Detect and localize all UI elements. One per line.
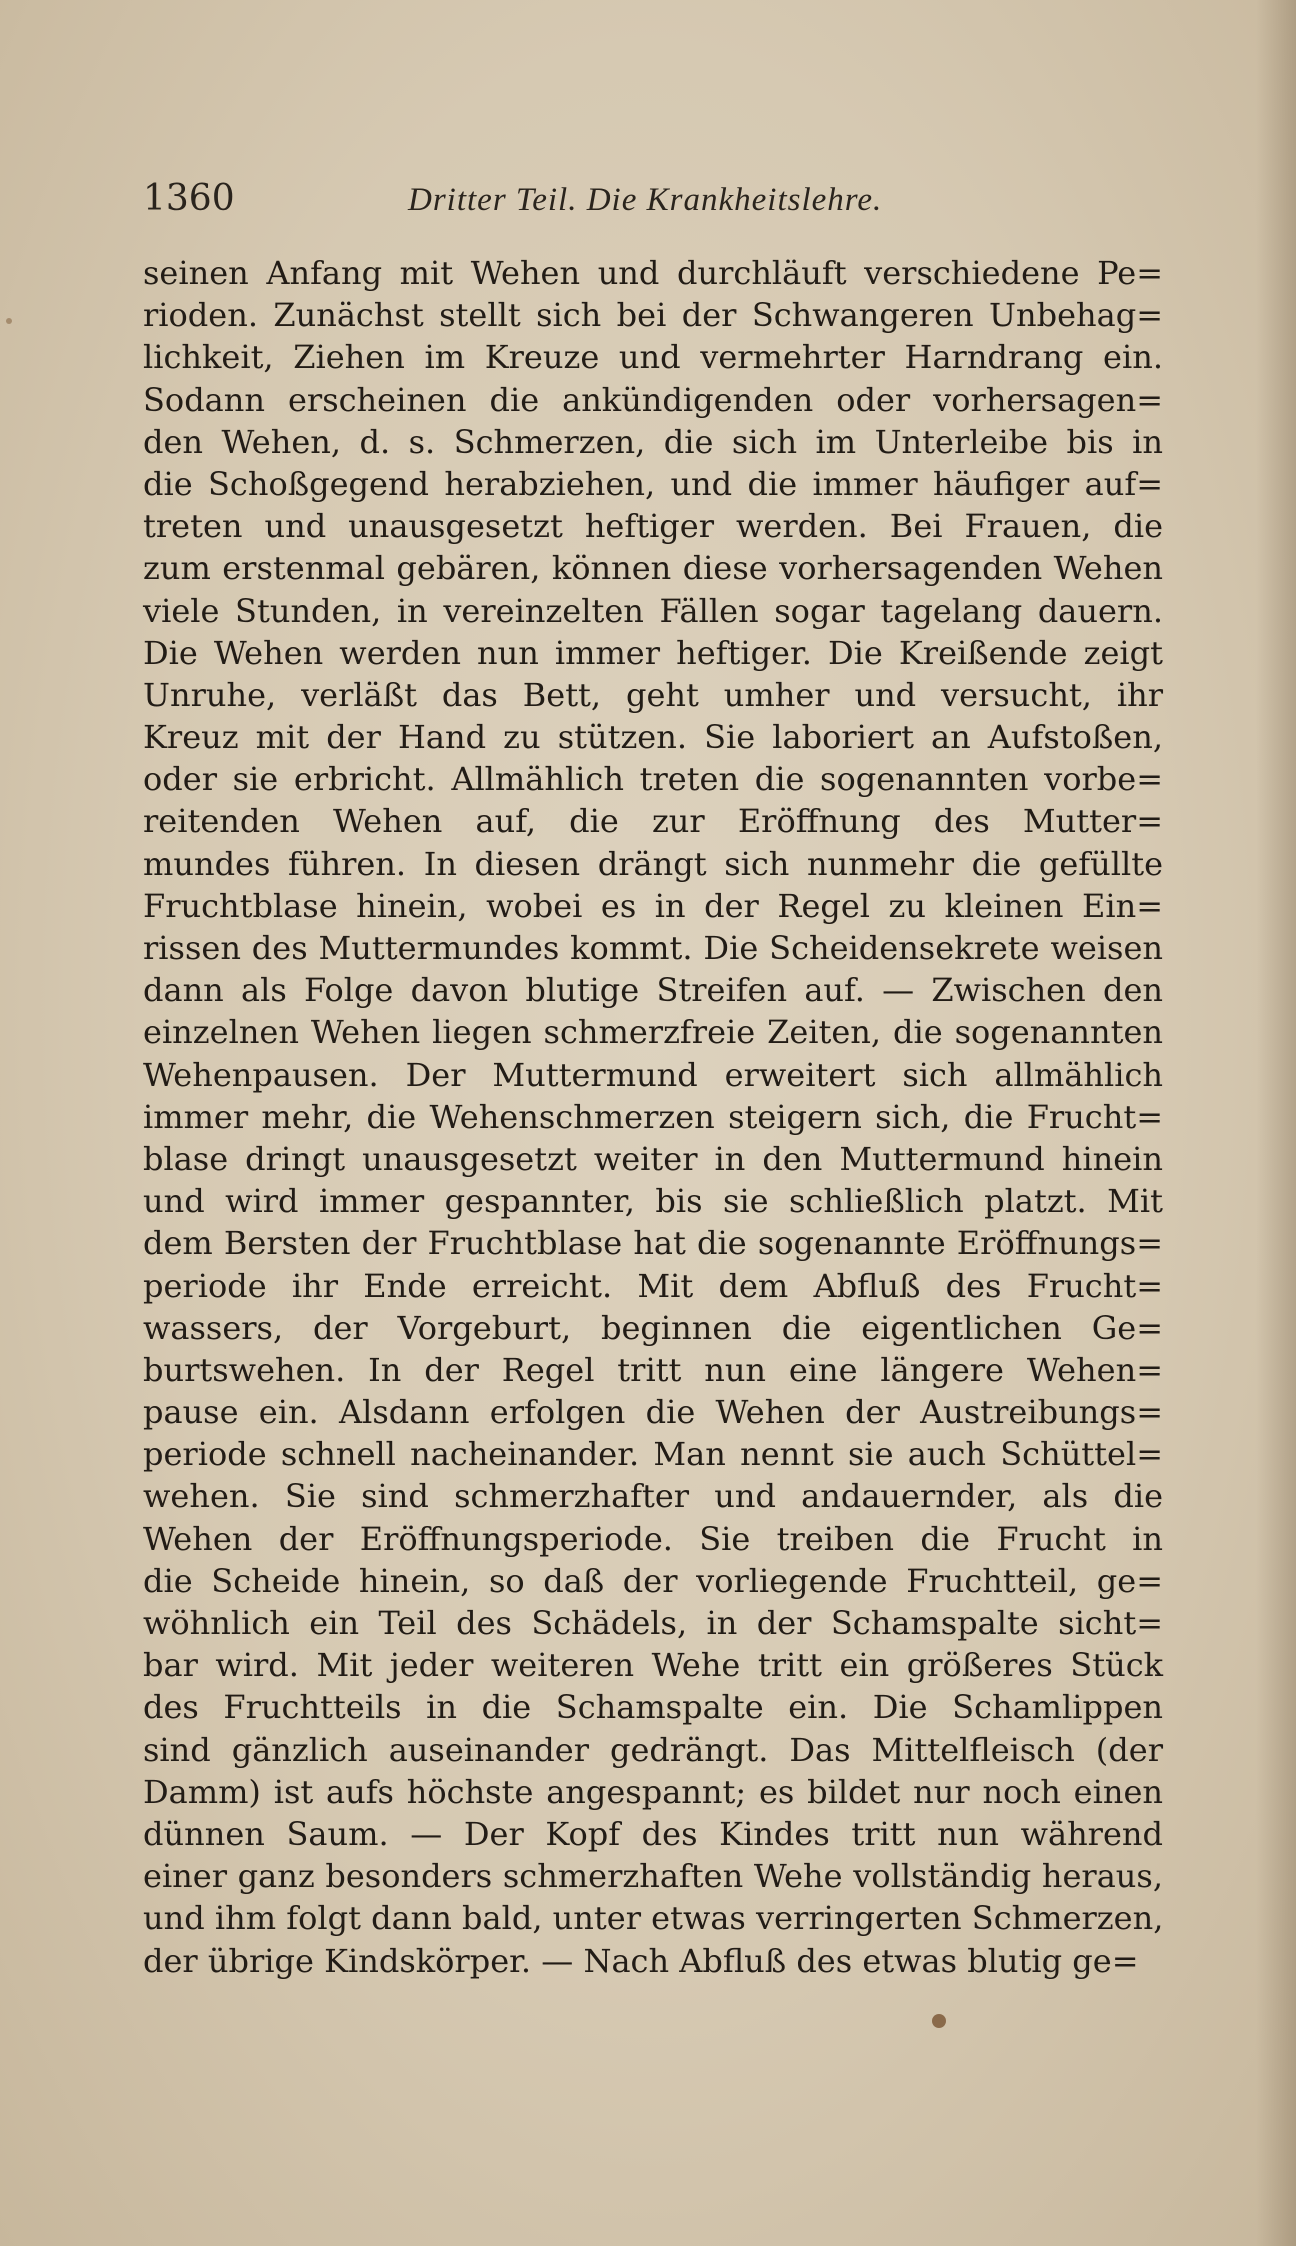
text-line: Wehenpausen. Der Muttermund erweitert sich allmählich	[143, 1055, 1163, 1094]
text-line: wassers, der Vorgeburt, beginnen die eigentlichen Ge=	[143, 1308, 1163, 1347]
text-line: reitenden Wehen auf, die zur Eröffnung des Mutter=	[143, 802, 1163, 841]
text-line: dem Bersten der Fruchtblase hat die sogenannte Eröffnungs=	[143, 1224, 1163, 1263]
text-line: burtswehen. In der Regel tritt nun eine längere Wehen=	[143, 1350, 1163, 1389]
text-line: den Wehen, d. s. Schmerzen, die sich im Unterleibe bis in	[143, 422, 1163, 461]
text-line: Wehen der Eröffnungsperiode. Sie treiben die Frucht in	[143, 1519, 1163, 1558]
text-line: Sodann erscheinen die ankündigenden oder vorhersagen=	[143, 380, 1163, 419]
text-line: rioden. Zunächst stellt sich bei der Schwangeren Unbehag=	[143, 296, 1163, 335]
text-line: periode schnell nacheinander. Man nennt sie auch Schüttel=	[143, 1435, 1163, 1474]
text-line: wöhnlich ein Teil des Schädels, in der Schamspalte sicht=	[143, 1604, 1163, 1642]
text-line: der übrige Kindskörper. — Nach Abfluß des etwas blutig ge=	[143, 1941, 1139, 1980]
body-text	[143, 252, 1163, 1982]
ink-spot	[932, 2014, 946, 2028]
text-line: Damm) ist aufs höchste angespannt; es bildet nur noch einen	[143, 1772, 1163, 1811]
text-line: oder sie erbricht. Allmählich treten die sogenannten vorbe=	[143, 760, 1163, 799]
text-line: dann als Folge davon blutige Streifen auf. — Zwischen den	[143, 971, 1163, 1010]
text-line: einzelnen Wehen liegen schmerzfreie Zeiten, die sogenannten	[143, 1013, 1163, 1052]
text-line: pause ein. Alsdann erfolgen die Wehen der Austreibungs=	[143, 1393, 1163, 1432]
ink-spot	[6, 318, 12, 324]
text-line: und ihm folgt dann bald, unter etwas verringerten Schmerzen,	[143, 1899, 1164, 1938]
text-line: immer mehr, die Wehenschmerzen steigern sich, die Frucht=	[143, 1097, 1163, 1136]
text-line: seinen Anfang mit Wehen und durchläuft verschiedene Pe=	[143, 254, 1163, 292]
running-head: Dritter Teil. Die Krankheitslehre.	[408, 182, 883, 218]
text-line: treten und unausgesetzt heftiger werden. Bei Frauen, die	[143, 507, 1163, 546]
text-line: einer ganz besonders schmerzhaften Wehe vollständig heraus,	[143, 1857, 1163, 1896]
text-line: und wird immer gespannter, bis sie schließlich platzt. Mit	[143, 1182, 1163, 1221]
text-line: lichkeit, Ziehen im Kreuze und vermehrter Harndrang ein.	[143, 338, 1163, 377]
text-line: mundes führen. In diesen drängt sich nunmehr die gefüllte	[143, 844, 1163, 883]
page-header	[143, 178, 1143, 228]
text-line: periode ihr Ende erreicht. Mit dem Abfluß des Frucht=	[143, 1266, 1163, 1305]
text-line: des Fruchtteils in die Schamspalte ein. Die Schamlippen	[143, 1688, 1163, 1727]
text-line: zum erstenmal gebären, können diese vorhersagenden Wehen	[143, 549, 1163, 588]
text-line: viele Stunden, in vereinzelten Fällen sogar tagelang dauern.	[143, 591, 1163, 630]
text-line: Fruchtblase hinein, wobei es in der Regel zu kleinen Ein=	[143, 886, 1163, 925]
text-line: rissen des Muttermundes kommt. Die Scheidensekrete weisen	[143, 929, 1163, 967]
text-line: dünnen Saum. — Der Kopf des Kindes tritt nun während	[143, 1814, 1163, 1853]
page-edge-shadow	[1256, 0, 1296, 2246]
text-line: bar wird. Mit jeder weiteren Wehe tritt ein größeres Stück	[143, 1646, 1163, 1685]
text-line: sind gänzlich auseinander gedrängt. Das Mittelfleisch (der	[143, 1730, 1163, 1769]
text-line: Die Wehen werden nun immer heftiger. Die Kreißende zeigt	[143, 633, 1163, 672]
text-line: wehen. Sie sind schmerzhafter und andauernder, als die	[143, 1477, 1163, 1516]
text-line: Unruhe, verläßt das Bett, geht umher und versucht, ihr	[143, 675, 1163, 714]
text-line: die Schoßgegend herabziehen, und die immer häufiger auf=	[143, 464, 1163, 503]
text-line: Kreuz mit der Hand zu stützen. Sie laboriert an Aufstoßen,	[143, 718, 1163, 757]
text-line: die Scheide hinein, so daß der vorliegende Fruchtteil, ge=	[143, 1561, 1163, 1600]
page-number: 1360	[143, 178, 235, 219]
text-line: blase dringt unausgesetzt weiter in den Muttermund hinein	[143, 1139, 1163, 1178]
